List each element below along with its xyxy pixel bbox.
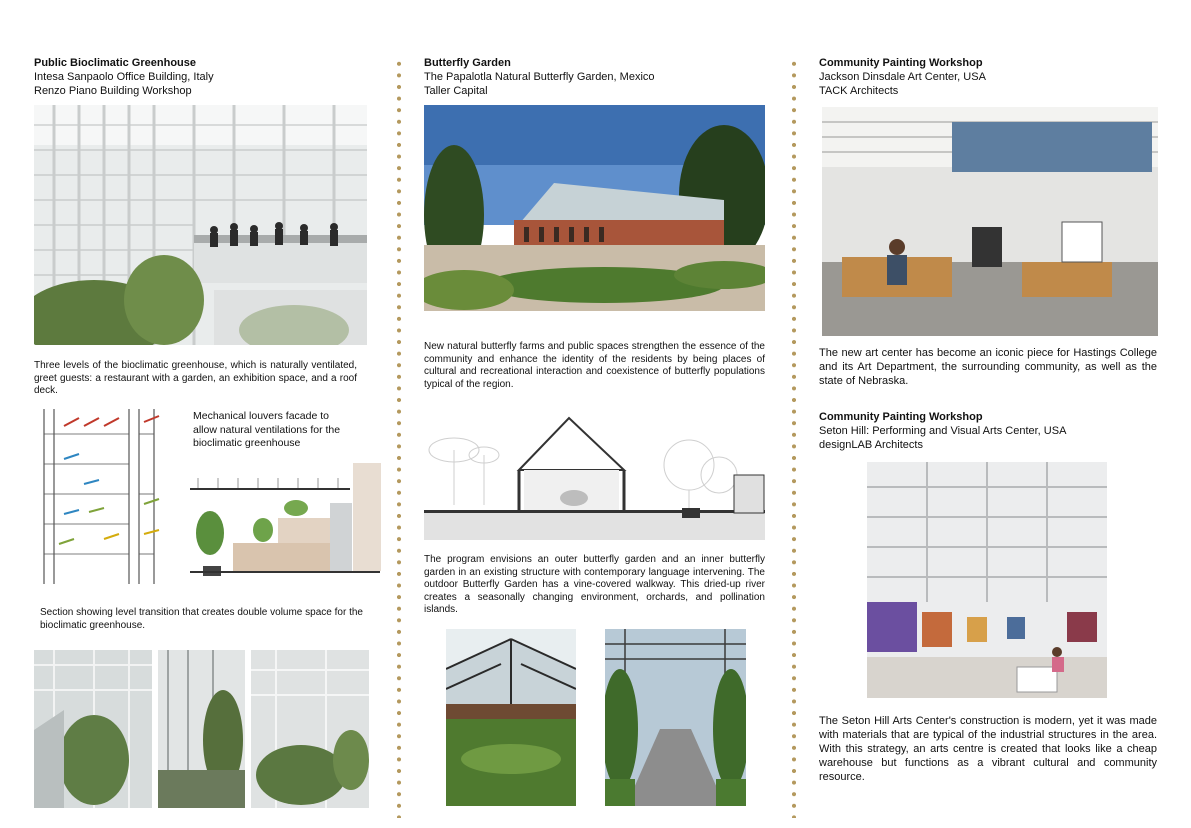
section-title-painting-workshop-1: Community Painting Workshop	[819, 57, 983, 69]
greenhouse-atrium-photo-3	[251, 650, 369, 808]
seton-hill-description: The Seton Hill Arts Center's construction is modern, yet it was made with materials that are typical of the industrial structures in the area. With this strategy, an arts centre is created that looks like a cheap warehouse but functions as a vibrant cultural and community resource.	[819, 715, 1157, 783]
section-title-greenhouse: Public Bioclimatic Greenhouse	[34, 57, 196, 69]
greenhouse-interior-photo	[34, 105, 367, 345]
butterfly-section-drawing	[424, 410, 765, 540]
vine-walkway-photo	[605, 629, 746, 806]
butterfly-description-1: New natural butterfly farms and public spaces strengthen the essence of the community and enhance the identity of the residents by being places of cultural and recreational interaction and coexistence of butterfly populations typical of the region.	[424, 341, 765, 390]
project-location: Jackson Dinsdale Art Center, USA	[819, 71, 986, 83]
column-divider-1	[397, 58, 401, 818]
project-architect: TACK Architects	[819, 85, 899, 97]
section-title-butterfly: Butterfly Garden	[424, 57, 511, 69]
butterfly-greenhouse-photo	[446, 629, 576, 806]
greenhouse-section-drawing	[188, 458, 382, 584]
louver-facade-sketch	[34, 404, 184, 590]
project-location: Seton Hill: Performing and Visual Arts Center, USA	[819, 425, 1067, 437]
greenhouse-description: Three levels of the bioclimatic greenhouse, which is naturally ventilated, greet guests: a restaurant with a garden, an exhibition space, and a roof deck.	[34, 360, 357, 397]
project-location: Intesa Sanpaolo Office Building, Italy	[34, 71, 214, 83]
project-architect: Taller Capital	[424, 85, 488, 97]
jackson-description: The new art center has become an iconic piece for Hastings College and its Art Department, the surrounding community, as well as the state of Nebraska.	[819, 347, 1157, 387]
project-location: The Papalotla Natural Butterfly Garden, Mexico	[424, 71, 655, 83]
greenhouse-atrium-photo-1	[34, 650, 152, 808]
butterfly-description-2: The program envisions an outer butterfly garden and an inner butterfly garden in an existing structure with contemporary language intervening. The outdoor Butterfly Garden has a vine-covered walkway. This dried-up river creates a seasonally changing environment, orchards, and pollination islands.	[424, 554, 765, 616]
project-architect: designLAB Architects	[819, 439, 923, 451]
project-architect: Renzo Piano Building Workshop	[34, 85, 192, 97]
column-divider-2	[792, 58, 796, 818]
greenhouse-atrium-photo-2	[158, 650, 245, 808]
butterfly-garden-photo	[424, 105, 765, 311]
section-caption: Section showing level transition that creates double volume space for the bioclimatic greenhouse.	[40, 607, 363, 631]
seton-hill-art-center-photo	[867, 462, 1107, 698]
section-title-painting-workshop-2: Community Painting Workshop	[819, 411, 983, 423]
louvers-note: Mechanical louvers facade to allow natural ventilations for the bioclimatic greenhouse	[193, 410, 341, 449]
jackson-art-center-photo	[822, 107, 1158, 336]
